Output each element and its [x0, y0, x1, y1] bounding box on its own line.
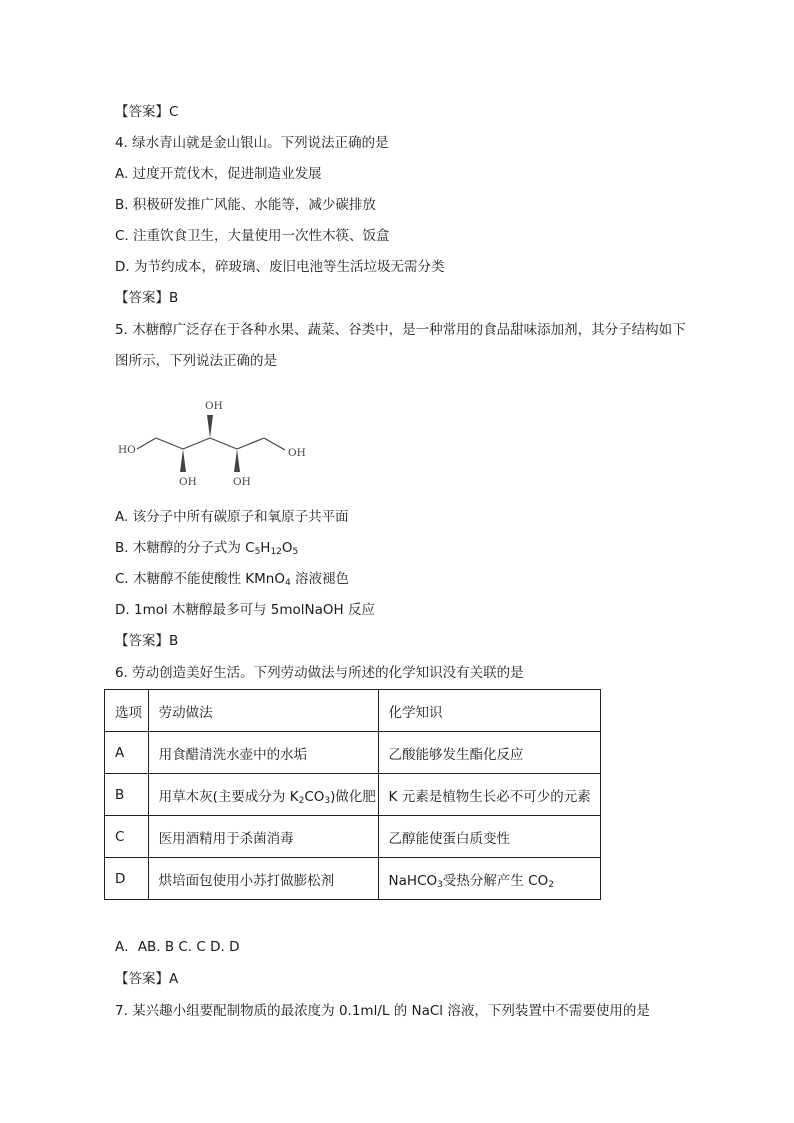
- q4-option-b: B. 积极研发推广风能、水能等，减少碳排放: [115, 197, 376, 213]
- bond: [264, 438, 285, 450]
- wedge-bond: [207, 415, 213, 438]
- bond: [137, 438, 156, 449]
- q6-stem: 6. 劳动创造美好生活。下列劳动做法与所述的化学知识没有关联的是: [115, 665, 524, 681]
- subscript: 2: [298, 795, 305, 806]
- subscript: 5: [254, 547, 261, 557]
- subscript: 5: [292, 547, 299, 557]
- table-cell-knowledge: [378, 858, 600, 900]
- bond: [156, 438, 183, 449]
- q6-answer-line: [115, 970, 178, 988]
- subscript: 12: [270, 547, 282, 557]
- q5-option-b: [115, 539, 298, 557]
- wedge-bond: [234, 449, 240, 472]
- q5-answer-line: [115, 632, 178, 650]
- cell-text: 用草木灰(主要成分为 K: [158, 788, 299, 805]
- answer-prefix: 【答案】: [115, 290, 169, 306]
- q5-stem-line1: 5. 木糖醇广泛存在于各种水果、蔬菜、谷类中，是一种常用的食品甜味添加剂，其分子结构如下: [115, 322, 686, 338]
- q4-option-a: A. 过度开荒伐木，促进制造业发展: [115, 166, 322, 182]
- cell-text: CO: [304, 788, 325, 805]
- label-oh-top: OH: [205, 400, 223, 412]
- table-cell-option: A: [105, 732, 149, 774]
- table-cell-knowledge: 乙酸能够发生酯化反应: [378, 732, 600, 774]
- q7-stem: 7. 某兴趣小组要配制物质的最浓度为 0.1ml/L 的 NaCl 溶液，下列装置中不需要使用的是: [115, 1003, 650, 1019]
- bond: [237, 438, 264, 449]
- q4-option-c: C. 注重饮食卫生，大量使用一次性木筷、饭盒: [115, 228, 390, 244]
- q3-answer-line: [115, 103, 178, 121]
- q5-option-a: A. 该分子中所有碳原子和氧原子共平面: [115, 509, 349, 525]
- q5-option-c: [115, 570, 349, 588]
- q5-option-b-text: B. 木糖醇的分子式为 C: [115, 540, 255, 556]
- table-row: [105, 732, 601, 774]
- table-cell-practice: 医用酒精用于杀菌消毒: [148, 816, 378, 858]
- table-cell-knowledge: 乙醇能使蛋白质变性: [378, 816, 600, 858]
- answer-prefix: 【答案】: [115, 971, 169, 987]
- answer-prefix: 【答案】: [115, 104, 169, 120]
- bond: [210, 438, 237, 449]
- q6-table: [104, 689, 601, 900]
- table-cell-knowledge: K 元素是植物生长必不可少的元素: [378, 774, 600, 816]
- subscript: 3: [324, 795, 331, 806]
- cell-text: NaHCO: [388, 872, 438, 889]
- answer-value: A: [169, 971, 179, 987]
- table-header-cell: 选项: [105, 690, 149, 732]
- answer-prefix: 【答案】: [115, 633, 169, 649]
- q5-option-d: D. 1mol 木糖醇最多可与 5molNaOH 反应: [115, 602, 375, 618]
- subscript: 2: [548, 879, 554, 890]
- table-header-cell: 劳动做法: [148, 690, 378, 732]
- q4-answer-line: [115, 289, 178, 307]
- cell-text: 受热分解产生 CO: [442, 872, 549, 889]
- label-oh-bottom1: OH: [179, 476, 197, 488]
- q4-stem: 4. 绿水青山就是金山银山。下列说法正确的是: [115, 135, 389, 151]
- q6-choices: A．AB. B C. C D. D: [115, 939, 240, 955]
- wedge-bond: [180, 449, 186, 472]
- q5-option-b-text: O: [281, 540, 293, 556]
- table-row: [105, 858, 601, 900]
- table-cell-option: C: [105, 816, 149, 858]
- table-row: [105, 816, 601, 858]
- table-cell-option: B: [105, 774, 149, 816]
- table-cell-practice: 烘培面包使用小苏打做膨松剂: [148, 858, 378, 900]
- label-oh-bottom2: OH: [233, 476, 251, 488]
- label-ho-left: HO: [118, 444, 136, 456]
- q5-stem-line2: 图所示，下列说法正确的是: [115, 353, 277, 369]
- answer-value: C: [169, 104, 179, 120]
- q5-option-b-text: H: [260, 540, 271, 556]
- q5-option-c-text: 溶液褪色: [290, 571, 350, 587]
- q5-option-c-text: C. 木糖醇不能使酸性 KMnO: [115, 571, 285, 587]
- bond: [183, 438, 210, 449]
- table-cell-practice: 用食醋清洗水壶中的水垢: [148, 732, 378, 774]
- table-header-row: [105, 690, 601, 732]
- table-cell-practice: [148, 774, 378, 816]
- table-row: [105, 774, 601, 816]
- label-oh-right: OH: [288, 447, 306, 459]
- answer-value: B: [169, 633, 179, 649]
- subscript: 4: [284, 578, 291, 588]
- table-header-cell: 化学知识: [378, 690, 600, 732]
- table-cell-option: D: [105, 858, 149, 900]
- cell-text: )做化肥: [330, 788, 376, 805]
- q4-option-d: D. 为节约成本，碎玻璃、废旧电池等生活垃圾无需分类: [115, 259, 445, 275]
- answer-value: B: [169, 290, 179, 306]
- subscript: 3: [437, 879, 443, 890]
- xylitol-structure: [113, 392, 323, 492]
